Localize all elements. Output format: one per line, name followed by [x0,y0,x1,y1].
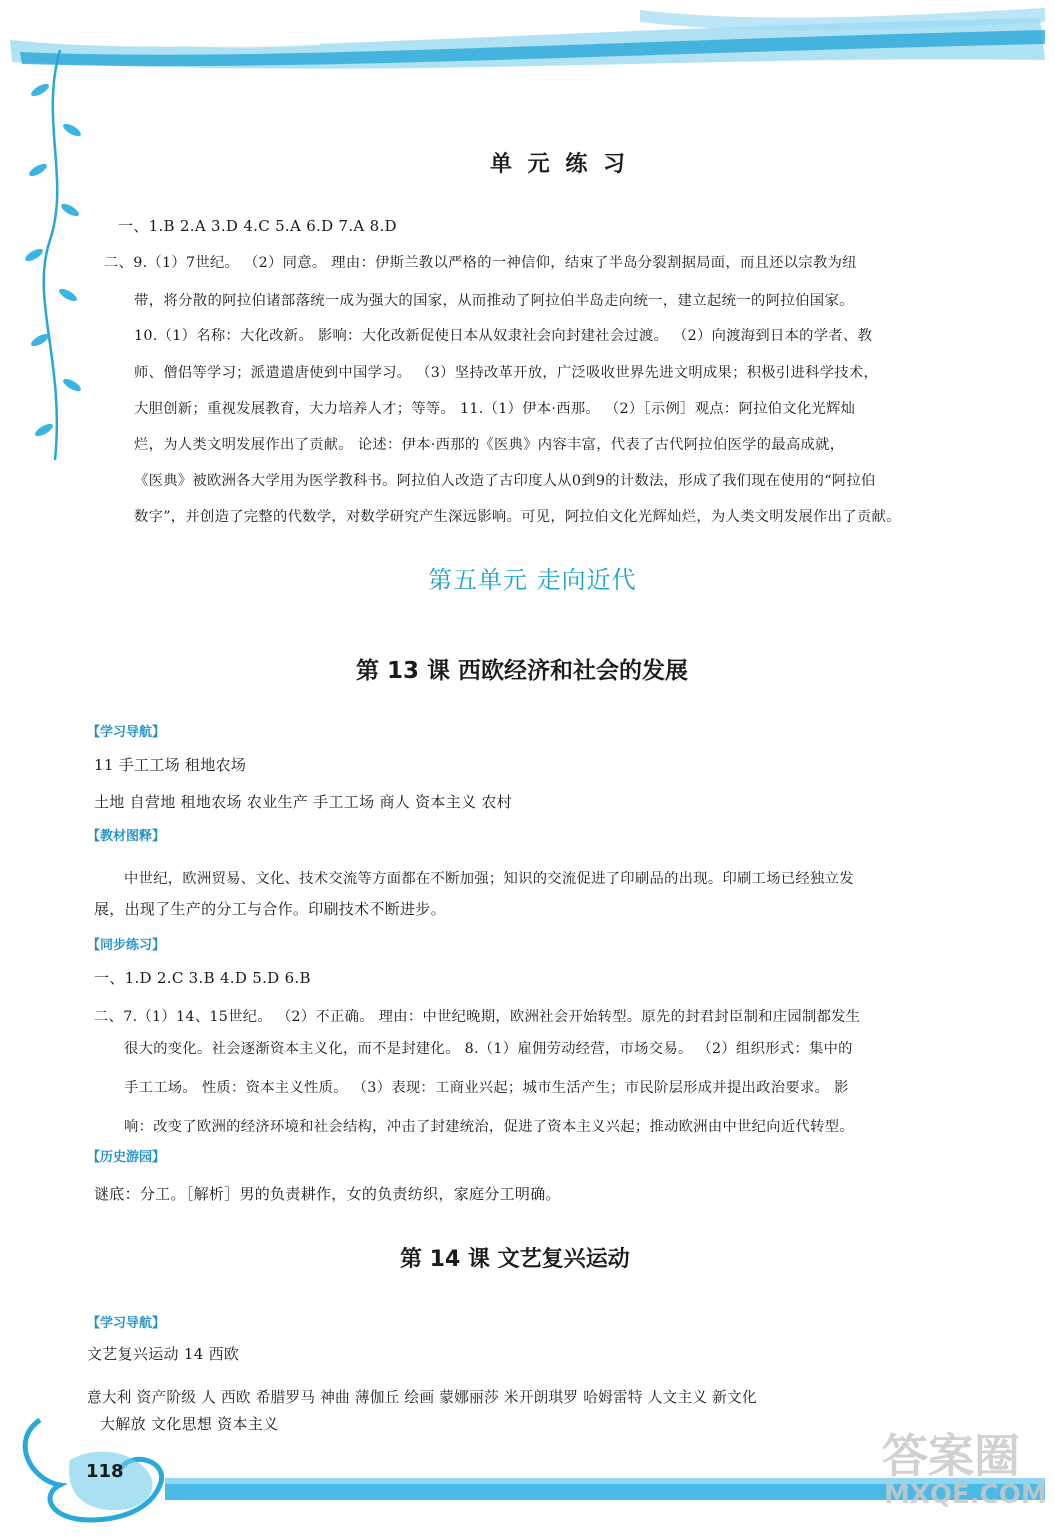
answer-line: 师、僧侣等学习；派遣遣唐使到中国学习。 （3）坚持改革开放，广泛吸收世界先进文明成果；积极引进科学技术， [134,365,879,381]
answer-line: 手工工场。 性质：资本主义性质。 （3）表现：工商业兴起；城市生活产生；市民阶层形成并提出政治要求。 影 [124,1080,849,1096]
answer-line: 带，将分散的阿拉伯诸部落统一成为强大的国家，从而推动了阿拉伯半岛走向统一，建立起统一的阿拉伯国家。 [134,293,854,309]
answer-line: 谜底：分工。［解析］男的负责耕作，女的负责纺织，家庭分工明确。 [94,1185,561,1203]
answer-line: 展，出现了生产的分工与合作。印刷技术不断进步。 [94,900,446,918]
lesson-title: 第 14 课 文艺复兴运动 [400,1247,630,1272]
answer-line: 一、1.D 2.C 3.B 4.D 5.D 6.B [94,969,311,987]
section-tag: 【历史游园】 [87,1150,166,1165]
watermark-logo: 答案圈 [882,1429,1020,1483]
answer-line: 文艺复兴运动 14 西欧 [87,1345,240,1363]
section-tag: 【学习导航】 [87,1316,166,1331]
answer-line: 《医典》被欧洲各大学用为医学教科书。阿拉伯人改造了古印度人从0到9的计数法，形成了我们现在使用的“阿拉伯 [134,473,876,489]
answer-line: 数字”，并创造了完整的代数学，对数学研究产生深远影响。可见，阿拉伯文化光辉灿烂，为人类文明发展作出了贡献。 [134,509,901,525]
answer-line: 土地 自营地 租地农场 农业生产 手工工场 商人 资本主义 农村 [94,793,512,811]
unit-title: 第五单元 走向近代 [428,566,637,594]
answer-line: 烂，为人类文明发展作出了贡献。 论述：伊本·西那的《医典》内容丰富，代表了古代阿拉伯医学的最高成就， [134,437,845,453]
answer-line: 大胆创新；重视发展教育，大力培养人才；等等。 11.（1）伊本·西那。 （2）［示例］观点：阿拉伯文化光辉灿 [134,401,856,417]
section-title-unit-practice: 单 元 练 习 [490,152,629,177]
answer-line: 很大的变化。社会逐渐资本主义化，而不是封建化。 8.（1）雇佣劳动经营，市场交易。 （2）组织形式：集中的 [124,1041,853,1057]
lesson-title: 第 13 课 西欧经济和社会的发展 [356,658,689,684]
section-tag: 【教材图释】 [87,829,166,844]
answer-line: 二、7.（1）14、15世纪。 （2）不正确。 理由：中世纪晚期，欧洲社会开始转型。原先的封君封臣制和庄园制都发生 [94,1009,861,1025]
answer-line: 10.（1）名称：大化改新。 影响：大化改新促使日本从奴隶社会向封建社会过渡。 （2）向渡海到日本的学者、教 [134,328,873,344]
answer-line: 中世纪，欧洲贸易、文化、技术交流等方面都在不断加强；知识的交流促进了印刷品的出现。印刷工场已经独立发 [124,871,854,887]
answer-line: 11 手工工场 租地农场 [94,756,247,774]
top-banner-decoration [0,0,1055,110]
answer-line: 二、9.（1）7世纪。 （2）同意。 理由：伊斯兰教以严格的一神信仰，结束了半岛分裂割据局面，而且还以宗教为纽 [104,255,857,271]
watermark-url: MXQE.COM [884,1480,1047,1510]
answer-line: 意大利 资产阶级 人 西欧 希腊罗马 神曲 薄伽丘 绘画 蒙娜丽莎 米开朗琪罗 哈姆雷特 人文主义 新文化 [87,1389,757,1406]
answer-line: 大解放 文化思想 资本主义 [100,1415,279,1433]
section-tag: 【同步练习】 [87,938,166,953]
answer-line: 一、1.B 2.A 3.D 4.C 5.A 6.D 7.A 8.D [118,217,397,235]
section-tag: 【学习导航】 [87,725,166,740]
vine-decoration [10,40,90,480]
answer-line: 响：改变了欧洲的经济环境和社会结构，冲击了封建统治，促进了资本主义兴起；推动欧洲由中世纪向近代转型。 [124,1119,854,1135]
page-number: 118 [86,1461,124,1482]
